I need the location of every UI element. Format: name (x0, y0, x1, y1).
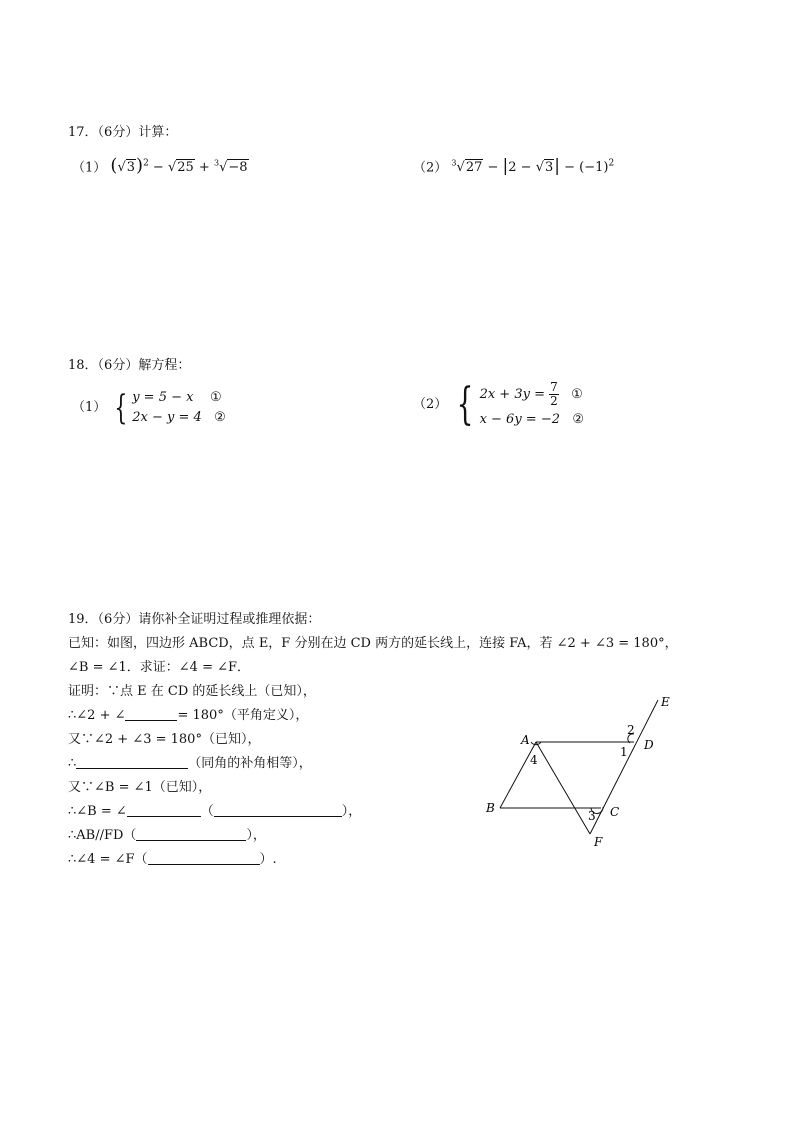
label-E: E (661, 695, 670, 709)
q19-blank-5[interactable] (136, 826, 246, 841)
q19-l5-post: ）， (341, 804, 362, 819)
q19-l5-mid: （ (200, 804, 214, 819)
label-angle-2: 2 (627, 723, 635, 737)
q19-given-line1: 已知：如图，四边形 ABCD，点 E，F 分别在边 CD 两方的延长线上，连接 FA，若 ∠2 + ∠3 = 180°， (68, 636, 678, 651)
q19-proof-line7 (68, 850, 277, 870)
q19-l7-pre: ∴∠4 = ∠F（ (68, 852, 148, 867)
q18-part2-label: （2） (413, 397, 448, 412)
q17-part2 (413, 154, 614, 178)
q19-l3-post: （同角的补角相等）， (188, 756, 312, 771)
q19-proof-line5 (68, 802, 361, 822)
q19-l6-pre: ∴AB//FD（ (68, 828, 137, 843)
q19-l6-post: ）， (246, 828, 266, 843)
q19-l1-post: = 180°（平角定义）， (177, 708, 309, 723)
q17-part2-expr: $^3√27 - |2 - √3| - (-1)^2$ (451, 156, 615, 177)
segment-AF (536, 742, 590, 834)
q19-blank-4[interactable] (214, 802, 342, 817)
line-FE (590, 700, 658, 834)
label-A: A (521, 733, 530, 747)
q18-part2-eq2: x − 6y = −2 (479, 412, 560, 427)
q19-l5-pre: ∴∠B = ∠ (68, 804, 127, 819)
q17-part1-expr: $(√3)^2 - √25 + ^3√-8$ (110, 155, 248, 177)
q18-part2-fraction (549, 381, 559, 408)
q19-proof-line2: 又∵∠2 + ∠3 = 180°（已知）， (68, 732, 261, 747)
q18-part1-label: （1） (72, 400, 107, 415)
q19-title: 19．（6分）请你补全证明过程或推理依据： (68, 612, 321, 627)
label-C: C (610, 805, 620, 819)
label-angle-3: 3 (588, 809, 596, 823)
label-angle-4: 4 (530, 753, 538, 767)
q18-part1-brace: { (114, 388, 128, 428)
q19-proof-line4: 又∵∠B = ∠1（已知）， (68, 780, 212, 795)
q19-proof-line6 (68, 826, 266, 846)
q18-part2-frac-den: 2 (550, 394, 558, 408)
label-F: F (594, 835, 603, 849)
q18-title: 18．（6分）解方程： (68, 358, 191, 373)
q19-l1-pre: ∴∠2 + ∠ (68, 708, 126, 723)
q19-blank-6[interactable] (148, 850, 260, 865)
q18-part1 (72, 388, 226, 428)
label-B: B (486, 801, 495, 815)
q17-part2-label: （2） (413, 160, 448, 176)
q18-part1-system (132, 388, 226, 428)
q17-part1 (72, 154, 249, 178)
geometry-figure (470, 690, 690, 860)
segment-AB (500, 742, 536, 808)
q18-part1-mark1: ① (210, 390, 222, 405)
q18-part2-mark1: ① (571, 387, 583, 402)
q19-blank-2[interactable] (76, 754, 188, 769)
label-D: D (644, 738, 654, 752)
q19-l3-pre: ∴ (68, 756, 77, 771)
q18-part2-eq1-left: 2x + 3y = (479, 387, 545, 402)
q19-proof-line0: 证明：∵点 E 在 CD 的延长线上（已知）， (68, 684, 316, 699)
q18-part1-mark2: ② (214, 410, 226, 425)
label-angle-1: 1 (620, 745, 628, 759)
q18-part2-system (480, 380, 585, 430)
q19-l7-post: ）. (259, 852, 277, 867)
q17-title: 17．（6分）计算： (68, 125, 178, 140)
q19-blank-1[interactable] (125, 706, 177, 721)
q19-blank-3[interactable] (127, 802, 201, 817)
q18-part2-brace: { (457, 379, 474, 430)
q19-given-line2: ∠B = ∠1．求证：∠4 = ∠F． (68, 660, 251, 675)
q18-part1-eq1: y = 5 − x (132, 390, 194, 405)
q18-part1-eq2: 2x − y = 4 (132, 410, 202, 425)
q17-part1-label: （1） (72, 160, 107, 176)
q19-proof-line1 (68, 706, 308, 726)
q19-proof-line3 (68, 754, 312, 774)
q18-part2-frac-num: 7 (550, 380, 558, 394)
q18-part2-mark2: ② (572, 412, 585, 427)
q18-part2 (413, 380, 584, 430)
